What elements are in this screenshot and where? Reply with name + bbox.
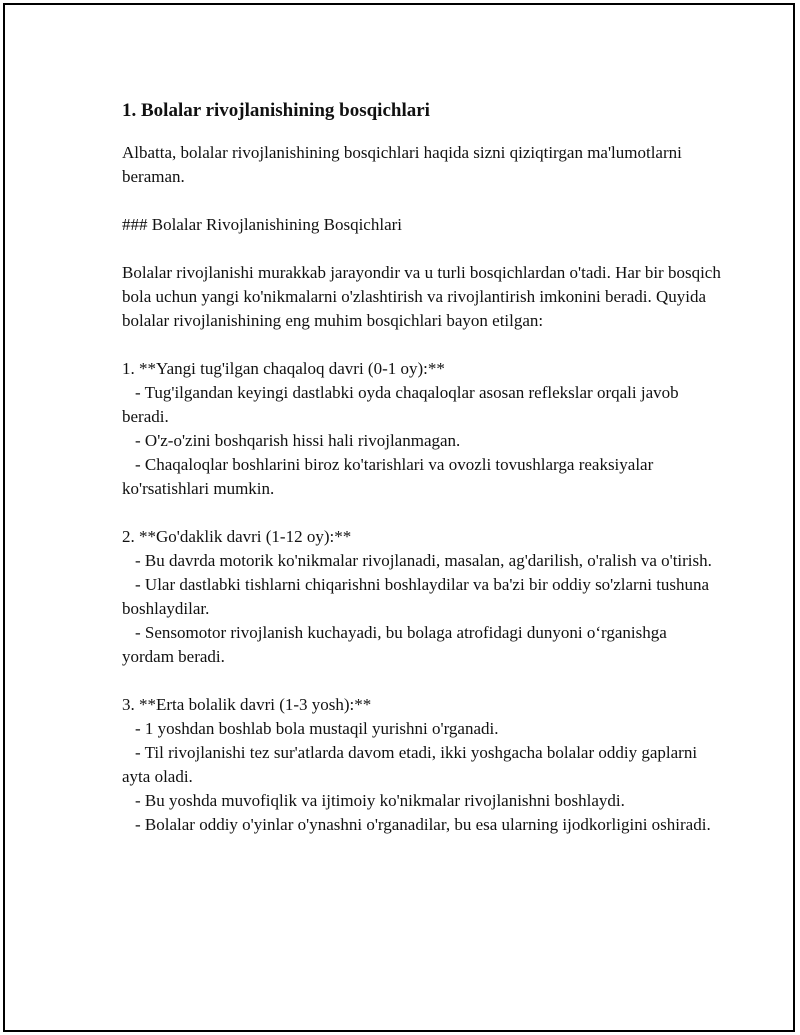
- stage-item: - O'z-o'zini boshqarish hissi hali rivojlanmagan.: [135, 431, 461, 450]
- stage-infancy: [122, 525, 722, 669]
- stage-item: - Til rivojlanishi tez sur'atlarda davom etadi, ikki yoshgacha bolalar oddiy gaplarni ayta oladi.: [122, 743, 698, 786]
- stage-title: 2. **Go'daklik davri (1-12 oy):**: [122, 527, 352, 546]
- stage-item: - Bu yoshda muvofiqlik va ijtimoiy ko'nikmalar rivojlanishni boshlaydi.: [135, 791, 625, 810]
- stage-item: - Chaqaloqlar boshlarini biroz ko'tarishlari va ovozli tovushlarga reaksiyalar ko'rsatishlari mumkin.: [122, 455, 654, 498]
- stage-item: - Ular dastlabki tishlarni chiqarishni boshlaydilar va ba'zi bir oddiy so'zlarni tushuna boshlaydilar.: [122, 575, 710, 618]
- stage-early-childhood: [122, 693, 722, 837]
- stage-newborn: [122, 357, 722, 501]
- stage-item: - Tug'ilgandan keyingi dastlabki oyda chaqaloqlar asosan reflekslar orqali javob beradi.: [122, 383, 679, 426]
- page-frame: [3, 3, 795, 1032]
- stage-title: 3. **Erta bolalik davri (1-3 yosh):**: [122, 695, 372, 714]
- intro-paragraph: Albatta, bolalar rivojlanishining bosqichlari haqida sizni qiziqtirgan ma'lumotlarni beraman.: [122, 143, 682, 186]
- stage-item: - 1 yoshdan boshlab bola mustaqil yurishni o'rganadi.: [135, 719, 499, 738]
- section-heading: ### Bolalar Rivojlanishining Bosqichlari: [122, 215, 403, 234]
- stage-item: - Bu davrda motorik ko'nikmalar rivojlanadi, masalan, ag'darilish, o'ralish va o'tirish.: [135, 551, 712, 570]
- stage-item: - Sensomotor rivojlanish kuchayadi, bu bolaga atrofidagi dunyoni o‘rganishga yordam beradi.: [122, 623, 667, 666]
- document-body: [122, 97, 722, 861]
- document-title: 1. Bolalar rivojlanishining bosqichlari: [122, 100, 430, 121]
- stage-item: - Bolalar oddiy o'yinlar o'ynashni o'rganadilar, bu esa ularning ijodkorligini oshiradi.: [135, 815, 711, 834]
- overview-paragraph: Bolalar rivojlanishi murakkab jarayondir va u turli bosqichlardan o'tadi. Har bir bosqich bola uchun yangi ko'nikmalarni o'zlashtirish va rivojlantirish imkonini beradi. Quyida bolalar rivojlanishining eng muhim bosqichlari bayon etilgan:: [122, 263, 721, 330]
- stage-title: 1. **Yangi tug'ilgan chaqaloq davri (0-1 oy):**: [122, 359, 445, 378]
